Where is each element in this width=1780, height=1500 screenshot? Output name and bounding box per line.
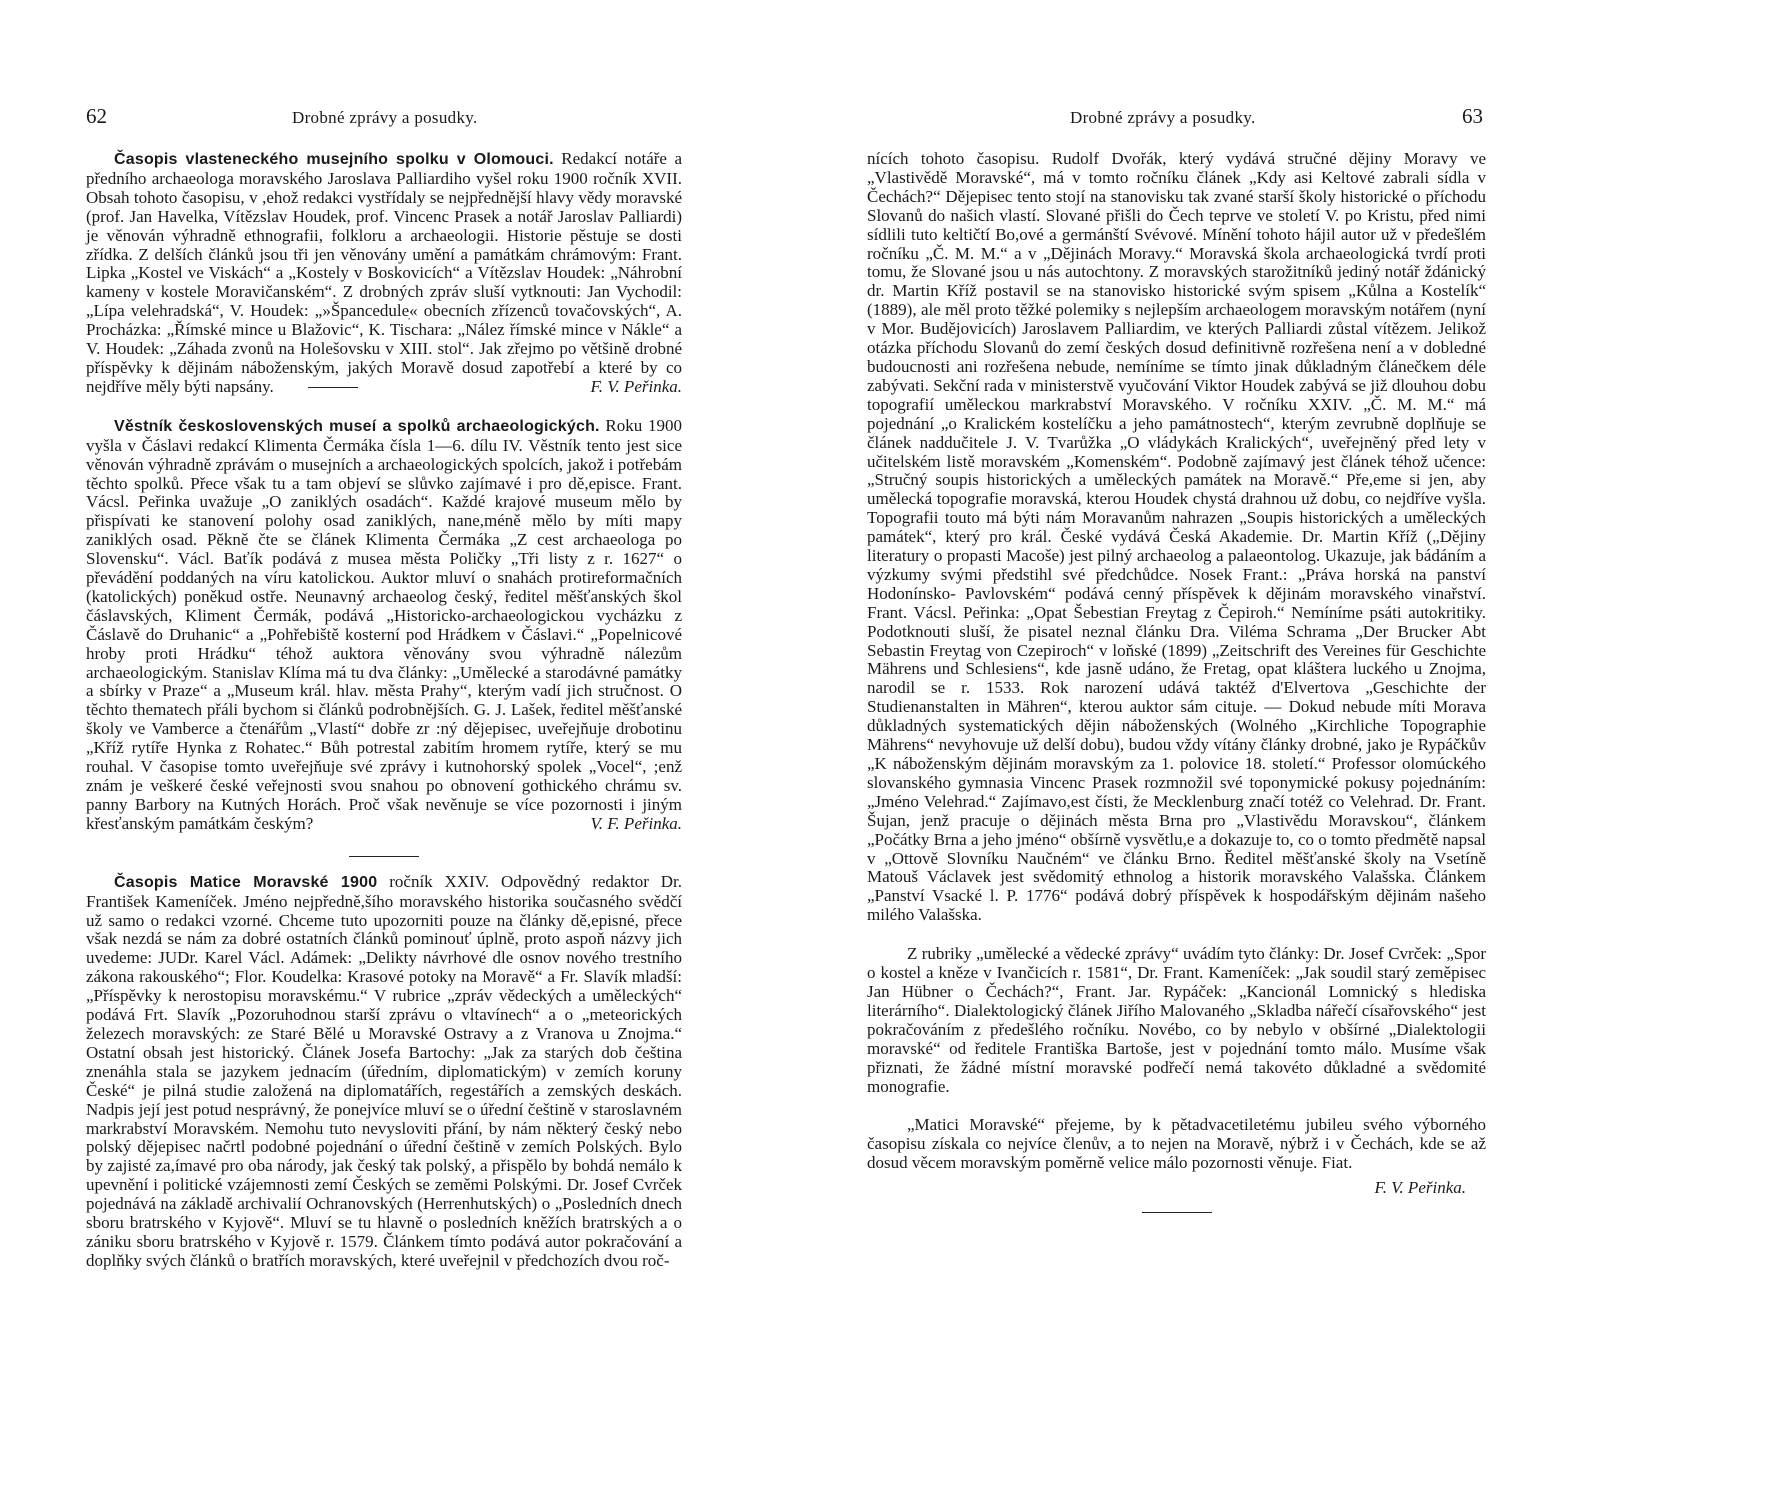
separator-rule — [349, 856, 419, 857]
article-vestnik — [86, 417, 682, 834]
separator-rule — [1142, 1212, 1212, 1213]
paragraph-continuation: nících tohoto časopisu. Rudolf Dvořák, který vydává stručné dějiny Moravy ve „Vlastivědě Moravské“, má v tomto ročníku článek „Kdy asi Keltové zabrali sídla v Čechách?“ Dějepisec tento stojí na stanovisku tak zvané starší školy historické o příchodu Slovanů do našich vlastí. Slované přišli do Čech teprve ve století V. po Kristu, před nimi sídlili tuto keltičtí Bo,ové a germánští Svévové. Mínění tohoto hájil autor už v předešlém ročníku „Č. M. M.“ a v „Dějinách Moravy.“ Moravská škola archaeologická tvrdí proti tomu, že Slované jsou u nás autochtony. Z moravských starožitníků jediný notář ždánický dr. Martin Kříž postavil se na stanovisko historické svým spisem „Kůlna a Kostelík“ (1889), ale měl proto těžké polemiky s nejlepším archaeologem moravským notářem (nyní v Mor. Budějovicích) Jaroslavem Palliardim, ve kterých Palliardi zůstal vítězem. Jelikož otázka příchodu Slovanů do zemí českých dosud definitivně rozřešena není a v dobledné budoucnosti ani rozřešena nebude, nemíníme se tímto jinak důkladným článečkem déle zabývati. Sekční rada v ministerstvě vyučování Viktor Houdek zabývá se již dlouhou dobu topografií uměleckou markrabství Moravského. V ročníku XXIV. „Č. M. M.“ má pojednání „o Kralickém kostelíčku a jeho památnostech“, kterým zevrubně doplňuje se článek naddučitele J. V. Tvarůžka „O vládykách Kralických“, uveřejněný před lety v učitelském listě moravském „Komenském“. Podobně zajímavý jest článek téhož učence: „Stručný soupis historických a uměleckých památek na Moravě.“ Pře,eme si jen, aby umělecká topografie moravská, kterou Houdek chystá drahnou už dobu, co nejdříve vyšla. Topografii touto má býti nám Moravanům nahrazen „Soupis historických a uměleckých památek“, který pro král. České vydává Česká Akademie. Dr. Martin Kříž („Dějiny literatury o propasti Macoše) jest pilný archaeolog a palaeontolog. Ukazuje, jak bádáním a výzkumy svými předstihl své předchůdce. Nosek Frant.: „Práva horská na panství Hodonínsko- Pavlovském“ podává cenný příspěvek k dějinám moravského vinařství. Frant. Vácsl. Peřinka: „Opat Šebestian Freytag z Čepiroh.“ Nemíníme psáti autokritiky. Podotknouti sluší, že pisatel neznal článku Dra. Viléma Schrama „Der Brucker Abt Sebastin Freytag von Czepiroch“ v loňské (1899) „Zeitschrift des Vereines für Geschichte Mährens und Schlesiens“, kde jasně udáno, že Fretag, opat klášterа luckého u Znojma, narodil se r. 1533. Rok narození udává taktéž d'Elvertova „Geschichte der Studienanstalten in Mähren“, kterou auktor sám cituje. — Dokud nebude míti Morava důkladných systematických dějin náboženských (Wolného „Kirchliche Topographie Mährens“ nevyhovuje už delší dobu), budou vždy vítány články drobné, jako je Rypáčkův „K náboženským dějinám moravským za 1. polovice 18. století.“ Professor olomúckého slovanského gymnasia Vincenc Prasek rozmnožil své toponymické pokusy pojednáním: „Jméno Velehrad.“ Zajímavo,est čísti, že Mecklenburg značí totéž co Velehrad. Dr. Frant. Šujan, jenž pracuje o dějinách města Brna pro „Vlastivědu Moravskou“, článkem „Počátky Brna a jeho jméno“ obšírně vysvětlu,e a dokazuje to, co o tomto předmětě napsal v „Ottově Slovníku Naučném“ ve článku Brno. Ředitel měšťanské školy na Vsetíně Matouš Václavek jest svědomitý ethnolog a historik moravského Valašska. Článkem „Panství Vsacké l. P. 1776“ podává dobrý příspěvek k hospodářským dějinám našeho milého Valašska. — [867, 149, 1486, 925]
page-number-left: 62 — [86, 104, 107, 128]
running-head-right: Drobné zprávy a posudky. — [1070, 108, 1256, 127]
paragraph-closing: „Matici Moravské“ přejeme, by k pětadvacetiletému jubileu svého výborného časopisu získala co nejvíce členův, a to nejen na Moravě, nýbrž i v Čechách, kde se až dosud věcem moravským poměrně velice málo pozornosti věnuje. Fiat. — [867, 1115, 1486, 1173]
article-text-vestnik: Roku 1900 vyšla v Čáslavi redakcí Klimenta Čermáka čísla 1—6. dílu IV. Věstník tento jest sice věnován výhradně zprávám o musejních a archaeologických spolcích, jakož i potřebám těchto spolků. Přece však tu a tam objeví se slůvko zajímavé i pro dě,episce. Frant. Vácsl. Peřinka uvažuje „O zaniklých osadách“. Každé krajové museum mělo by přispívati ke stanovení polohy osad zaniklých, nane,méně mělo by míti mapy zaniklých osad. Pěkně čte se článek Klimenta Čermáka „Z cest archaeologa po Slovensku“. Václ. Baťík podává z musea města Poličky „Tři listy z r. 1627“ o převádění poddaných na víru katolickou. Auktor mluví o snahách protireformačních (katolických) poněkud ostře. Neunavný archaeolog český, ředitel měšťanských škol čáslavských, Kliment Čermák, podává „Historicko-archaeologickou vycházku z Čáslavě do Druhanic“ a „Pohřebiště kosterní pod Hrádkem v Čáslavi.“ „Popelnicové hroby proti Hrádku“ téhož auktora věnovány svou výhradně nálezům archaeologickým. Stanislav Klíma má tu dva články: „Umělecké a starodávné památky a sbírky v Praze“ a „Museum král. hlav. města Prahy“, kterým vadí jich stručnost. O těchto thematech přáli bychom si článků podrobnějších. G. J. Lašek, ředitel měšťanské školy ve Vamberce a čtenářům „Vlastí“ dobře zr :ný dějepisec, uveřejňuje drobotinu „Kříž rytíře Hynka z Rohatec.“ Bůh potrestal zabitím hromem rytíře, který se mu rouhal. V časopise tomto uveřejňuje své zprávy i kutnohorský spolek „Vocel“, ;enž znám je veškeré české veřejnosti svou snahou po obnovení gothického chrámu sv. panny Barbory na Kutných Horách. Proč však nevěnuje se více pozornosti i jiným křesťanským památkám českým? — [86, 415, 682, 833]
running-head-left: Drobné zprávy a posudky. — [292, 108, 478, 127]
article-title-vestnik: Věstník československých museí a spolků archaeologických. — [114, 417, 600, 435]
article-olomouc — [86, 150, 682, 397]
signature-vestnik: V. F. Peřinka. — [590, 813, 682, 833]
paragraph-rubrika: Z rubriky „umělecké a vědecké zprávy“ uvádím tyto články: Dr. Josef Cvrček: „Spor o kostel a kněze v Ivančicích r. 1581“, Dr. Frant. Kameníček: „Jak soudil starý zeměpisec Jan Hübner o Čechách?“, Frant. Jar. Rypáček: „Kancionál Lomnický s hlediska literárního“. Dialektologický článek Jiřího Malovaného „Skladba nářečí císařovského“ jest pokračováním z předešlého ročníku. Novébo, co by nebylo v obšírné „Dialektologii moravské“ od ředitele Františka Bartoše, jest v pojednání tomto málo. Musíme však přiznati, že žádné místní moravské podřečí nemá takovéto důkladné a svědomité monografie. — [867, 944, 1486, 1096]
left-text-column — [86, 150, 682, 1271]
right-page — [867, 0, 1780, 1500]
signature-olomouc: F. V. Peřinka. — [590, 376, 682, 396]
article-text-matice: ročník XXIV. Odpovědný redaktor Dr. František Kameníček. Jméno nejpředně,šího moravského historika současného svědčí už samo o redakci vzorné. Chceme tuto upozorniti pouze na články dě,episné, přece však nezdá se nám za dobré ostatních článků pominouť úplně, proto aspoň názvy jich uvedeme: JUDr. Karel Václ. Adámek: „Delikty návrhové dle osnov nového trestního zákona rakouského“; Flor. Koudelka: Krasové potoky na Moravě“ a Fr. Slavík mladší: „Příspěvky k nerostopisu moravskému.“ V rubrice „zpráv vědeckých a uměleckých“ podává Frt. Slavík „Pozoruhodnou starší zprávu o vltavínech“ a o „meteorických železech moravských: ze Staré Bělé u Moravské Ostravy a z Vranova u Znojma.“ Ostatní obsah jest historický. Článek Josefa Bartochy: „Jak za starých dob čeština znenáhla stala se jazykem jednacím (úředním, diplomatickým) v zemích koruny České“ je pilná studie založená na diplomatářích, regestářích a zemských deskách. Nadpis její jest potud nesprávný, že ponejvíce mluví se o úřední češtině v staroslavném markrabství Moravském. Nemohu tuto nevysloviti přání, by nám některý český nebo polský dějepisec načrtl podobné pojednání o úřední češtině v zemích Polských. Bylo by zajisté za,ímavé pro oba národy, jak český tak polský, a přispělo by bohdá nemálo k upevnění i politické vzájemnosti zemí Českých se zeměmi Polskými. Dr. Josef Cvrček pojednává na základě archivalií Ochranovských (Herrenhutských) o „Posledních dnech sboru bratrského v Kyjově“. Mluví se tu hlavně o posledních kněžích bratrských a o zániku sboru bratrského v Kyjově r. 1579. Článkem tímto podává autor pokračování a doplňky svých článků o bratřích moravských, které uveřejnil v předchozích dvou roč- — [86, 871, 683, 1270]
separator-rule — [308, 387, 358, 388]
signature-matice: F. V. Peřinka. — [1374, 1178, 1466, 1198]
article-matice — [86, 873, 682, 1271]
page-number-right: 63 — [1462, 104, 1483, 128]
right-text-column — [867, 150, 1486, 1229]
article-title-matice: Časopis Matice Moravské 1900 — [114, 873, 378, 891]
article-title-olomouc: Časopis vlasteneckého musejního spolku v Olomouci. — [114, 151, 554, 168]
article-text-olomouc: Redakcí notáře a předního archaeologa moravského Jaroslava Palliardiho vyšel roku 1900 ročník XVII. Obsah tohoto časopisu, v ,ehož redakci vystřídaly se nejpřednější hlavy vědy moravské (prof. Jan Havelka, Vítězslav Houdek, prof. Vincenc Prasek a notář Jaroslav Palliardi) je věnován výhradně ethnografii, folkloru a archaeologii. Historie pěstuje se dosti zřídka. Z delších článků jsou tři jen věnovány umění a památkám chrámovým: Frant. Lipka „Kostel ve Viskách“ a „Kostely v Boskovicích“ a Vítězslav Houdek: „Náhrobní kameny v kostele Moravičanském“. Z drobných zpráv sluší vytknouti: Jan Vychodil: „Lípa velehradská“, V. Houdek: „»Španceduleׅ« obecních zřízenců tovačovských“, A. Procházka: „Římské mince u Blažovic“, K. Tischara: „Nález římské mince v Nákle“ a V. Houdek: „Záhada zvonů na Holešovsku v XIII. stol“. Jak zřejmo po většině drobné příspěvky k dějinám náboženským, jakých Moravě dosud zapotřebí a které by co nejdříve měly býti napsány. — [86, 149, 683, 396]
